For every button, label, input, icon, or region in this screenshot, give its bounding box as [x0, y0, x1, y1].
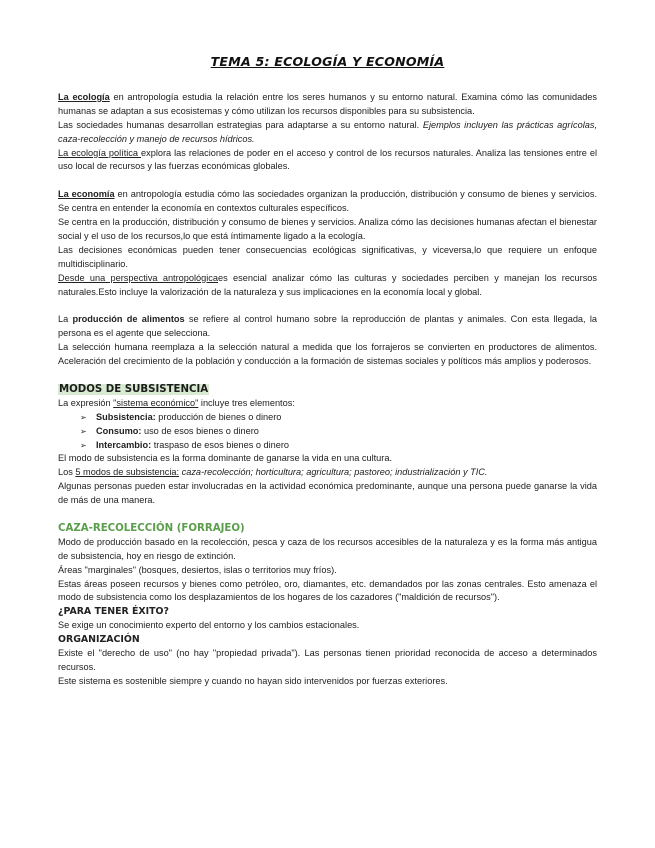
ecologia-examples: Ejemplos incluyen las prácticas agrícolas, caza-recolección y manejo de recursos hídricos.	[58, 119, 597, 144]
elementos-list	[58, 411, 597, 453]
modos-intro	[58, 397, 597, 411]
economia-paragraph-4	[58, 272, 597, 300]
modos-five	[58, 466, 597, 480]
ecologia-paragraph-3	[58, 147, 597, 175]
arrow-bullet-icon: ➢	[80, 426, 87, 436]
exito-text: Se exige un conocimiento experto del entorno y los cambios estacionales.	[58, 620, 360, 631]
ecologia-term: La ecología	[58, 91, 110, 102]
list-item-label: Consumo:	[96, 425, 142, 436]
ecologia-text-3: explora las relaciones de poder en el acceso y control de los recursos naturales. Analiza las tensiones entre el uso local de recursos y las fuerzas económicas globales.	[58, 147, 597, 172]
alimentos-term: producción de alimentos	[72, 314, 185, 325]
list-item	[80, 411, 597, 425]
economia-text-4: es esencial analizar cómo las culturas y sociedades perciben y manejan los recursos naturales.Esto incluye la valorización de la naturaleza y sus implicaciones en la economía local y global.	[58, 272, 597, 297]
list-item	[80, 425, 597, 439]
list-item-label: Intercambio:	[96, 439, 152, 450]
list-item	[80, 439, 597, 453]
modos-heading: MODOS DE SUBSISTENCIA	[59, 383, 209, 395]
alimentos-pre: La	[58, 314, 73, 325]
economia-paragraph-3: Las decisiones económicas pueden tener consecuencias ecológicas significativas, y viceversa,lo que requiere un enfoque multidisciplinario.	[58, 244, 597, 269]
economia-text-1: en antropología estudia cómo las sociedades organizan la producción, distribución y consumo de bienes y servicios. Se centra en entender la economía en contextos culturales específicos.	[58, 189, 598, 214]
list-item-text: producción de bienes o dinero	[155, 411, 282, 422]
alimentos-text-1: se refiere al control humano sobre la reproducción de plantas y animales. Con esta llegada, la persona es el agente que selecciona.	[58, 314, 598, 339]
document-page	[58, 52, 597, 689]
ecologia-paragraph-2	[58, 119, 597, 147]
organizacion-paragraph-1: Existe el "derecho de uso" (no hay "propiedad privada"). Las personas tienen prioridad reconocida de acceso a determinados recursos.	[58, 648, 597, 672]
perspectiva-term: Desde una perspectiva antropológica	[58, 272, 219, 283]
list-item-text: traspaso de esos bienes o dinero	[151, 439, 290, 450]
modos-persons: Algunas personas pueden estar involucradas en la actividad económica predominante, aunque una persona puede ganarse la vida de más de una manera.	[58, 481, 597, 506]
list-item-label: Subsistencia:	[96, 411, 156, 422]
alimentos-paragraph-2: La selección humana reemplaza a la selección natural a medida que los forrajeros se convierten en productores de alimentos. Aceleración del crecimiento de la población y conducción a la formación de sistemas sociales y políticos más amplios y poderosos.	[58, 342, 597, 367]
ecologia-politica-term: La ecología política	[58, 147, 141, 158]
caza-heading-line	[58, 522, 597, 536]
sistema-economico-term: "sistema económico"	[113, 397, 199, 408]
modos-intro-pre: La expresión	[58, 397, 114, 408]
caza-paragraph-2: Áreas "marginales" (bosques, desiertos, islas o territorios muy fríos).	[58, 564, 337, 575]
economia-term: La economía	[58, 189, 115, 200]
exito-heading: ¿PARA TENER ÉXITO?	[58, 606, 169, 618]
ecologia-paragraph-1	[58, 91, 597, 119]
arrow-bullet-icon: ➢	[80, 412, 87, 422]
alimentos-paragraph-1	[58, 313, 597, 341]
ecologia-text-1: en antropología estudia la relación entre los seres humanos y su entorno natural. Examina cómo las comunidades humanas se adaptan a sus ecosistemas y cómo utilizan los recursos disponibles para su subsistencia.	[58, 91, 598, 116]
organizacion-heading: ORGANIZACIÓN	[58, 634, 140, 646]
caza-heading: CAZA-RECOLECCIÓN (FORRAJEO)	[58, 522, 245, 534]
caza-paragraph-1: Modo de producción basado en la recolección, pesca y caza de los recursos accesibles de la naturaleza y es la forma más antigua de subsistencia, hoy en riesgo de extinción.	[58, 536, 597, 561]
organizacion-paragraph-2: Este sistema es sostenible siempre y cuando no hayan sido intervenidos por fuerzas exteriores.	[58, 675, 448, 686]
cinco-modos-term: 5 modos de subsistencia:	[75, 467, 180, 478]
modos-dominant: El modo de subsistencia es la forma dominante de ganarse la vida en una cultura.	[58, 453, 393, 464]
modos-five-pre: Los	[58, 467, 76, 478]
modos-heading-line	[58, 383, 597, 397]
ecologia-text-2: Las sociedades humanas desarrollan estrategias para adaptarse a su entorno natural.	[58, 119, 423, 130]
economia-paragraph-2: Se centra en la producción, distribución y consumo de bienes y servicios. Analiza cómo las decisiones humanas afectan el bienestar social y el uso de los recursos,lo que está íntimamente ligado a la ecología.	[58, 217, 597, 241]
economia-paragraph-1	[58, 188, 597, 216]
arrow-bullet-icon: ➢	[80, 440, 87, 450]
list-item-text: uso de esos bienes o dinero	[141, 425, 259, 436]
modos-intro-post: incluye tres elementos:	[198, 397, 295, 408]
caza-paragraph-3: Estas áreas poseen recursos y bienes como petróleo, oro, diamantes, etc. demandados por las zonas centrales. Esto amenaza el modo de subsistencia como los desplazamientos de los hogares de los cazadores ("maldición de recursos").	[58, 578, 597, 603]
page-title: TEMA 5: ECOLOGÍA Y ECONOMÍA	[210, 54, 445, 69]
cinco-modos-list: caza-recolección; horticultura; agricultura; pastoreo; industrialización y TIC.	[179, 467, 488, 478]
